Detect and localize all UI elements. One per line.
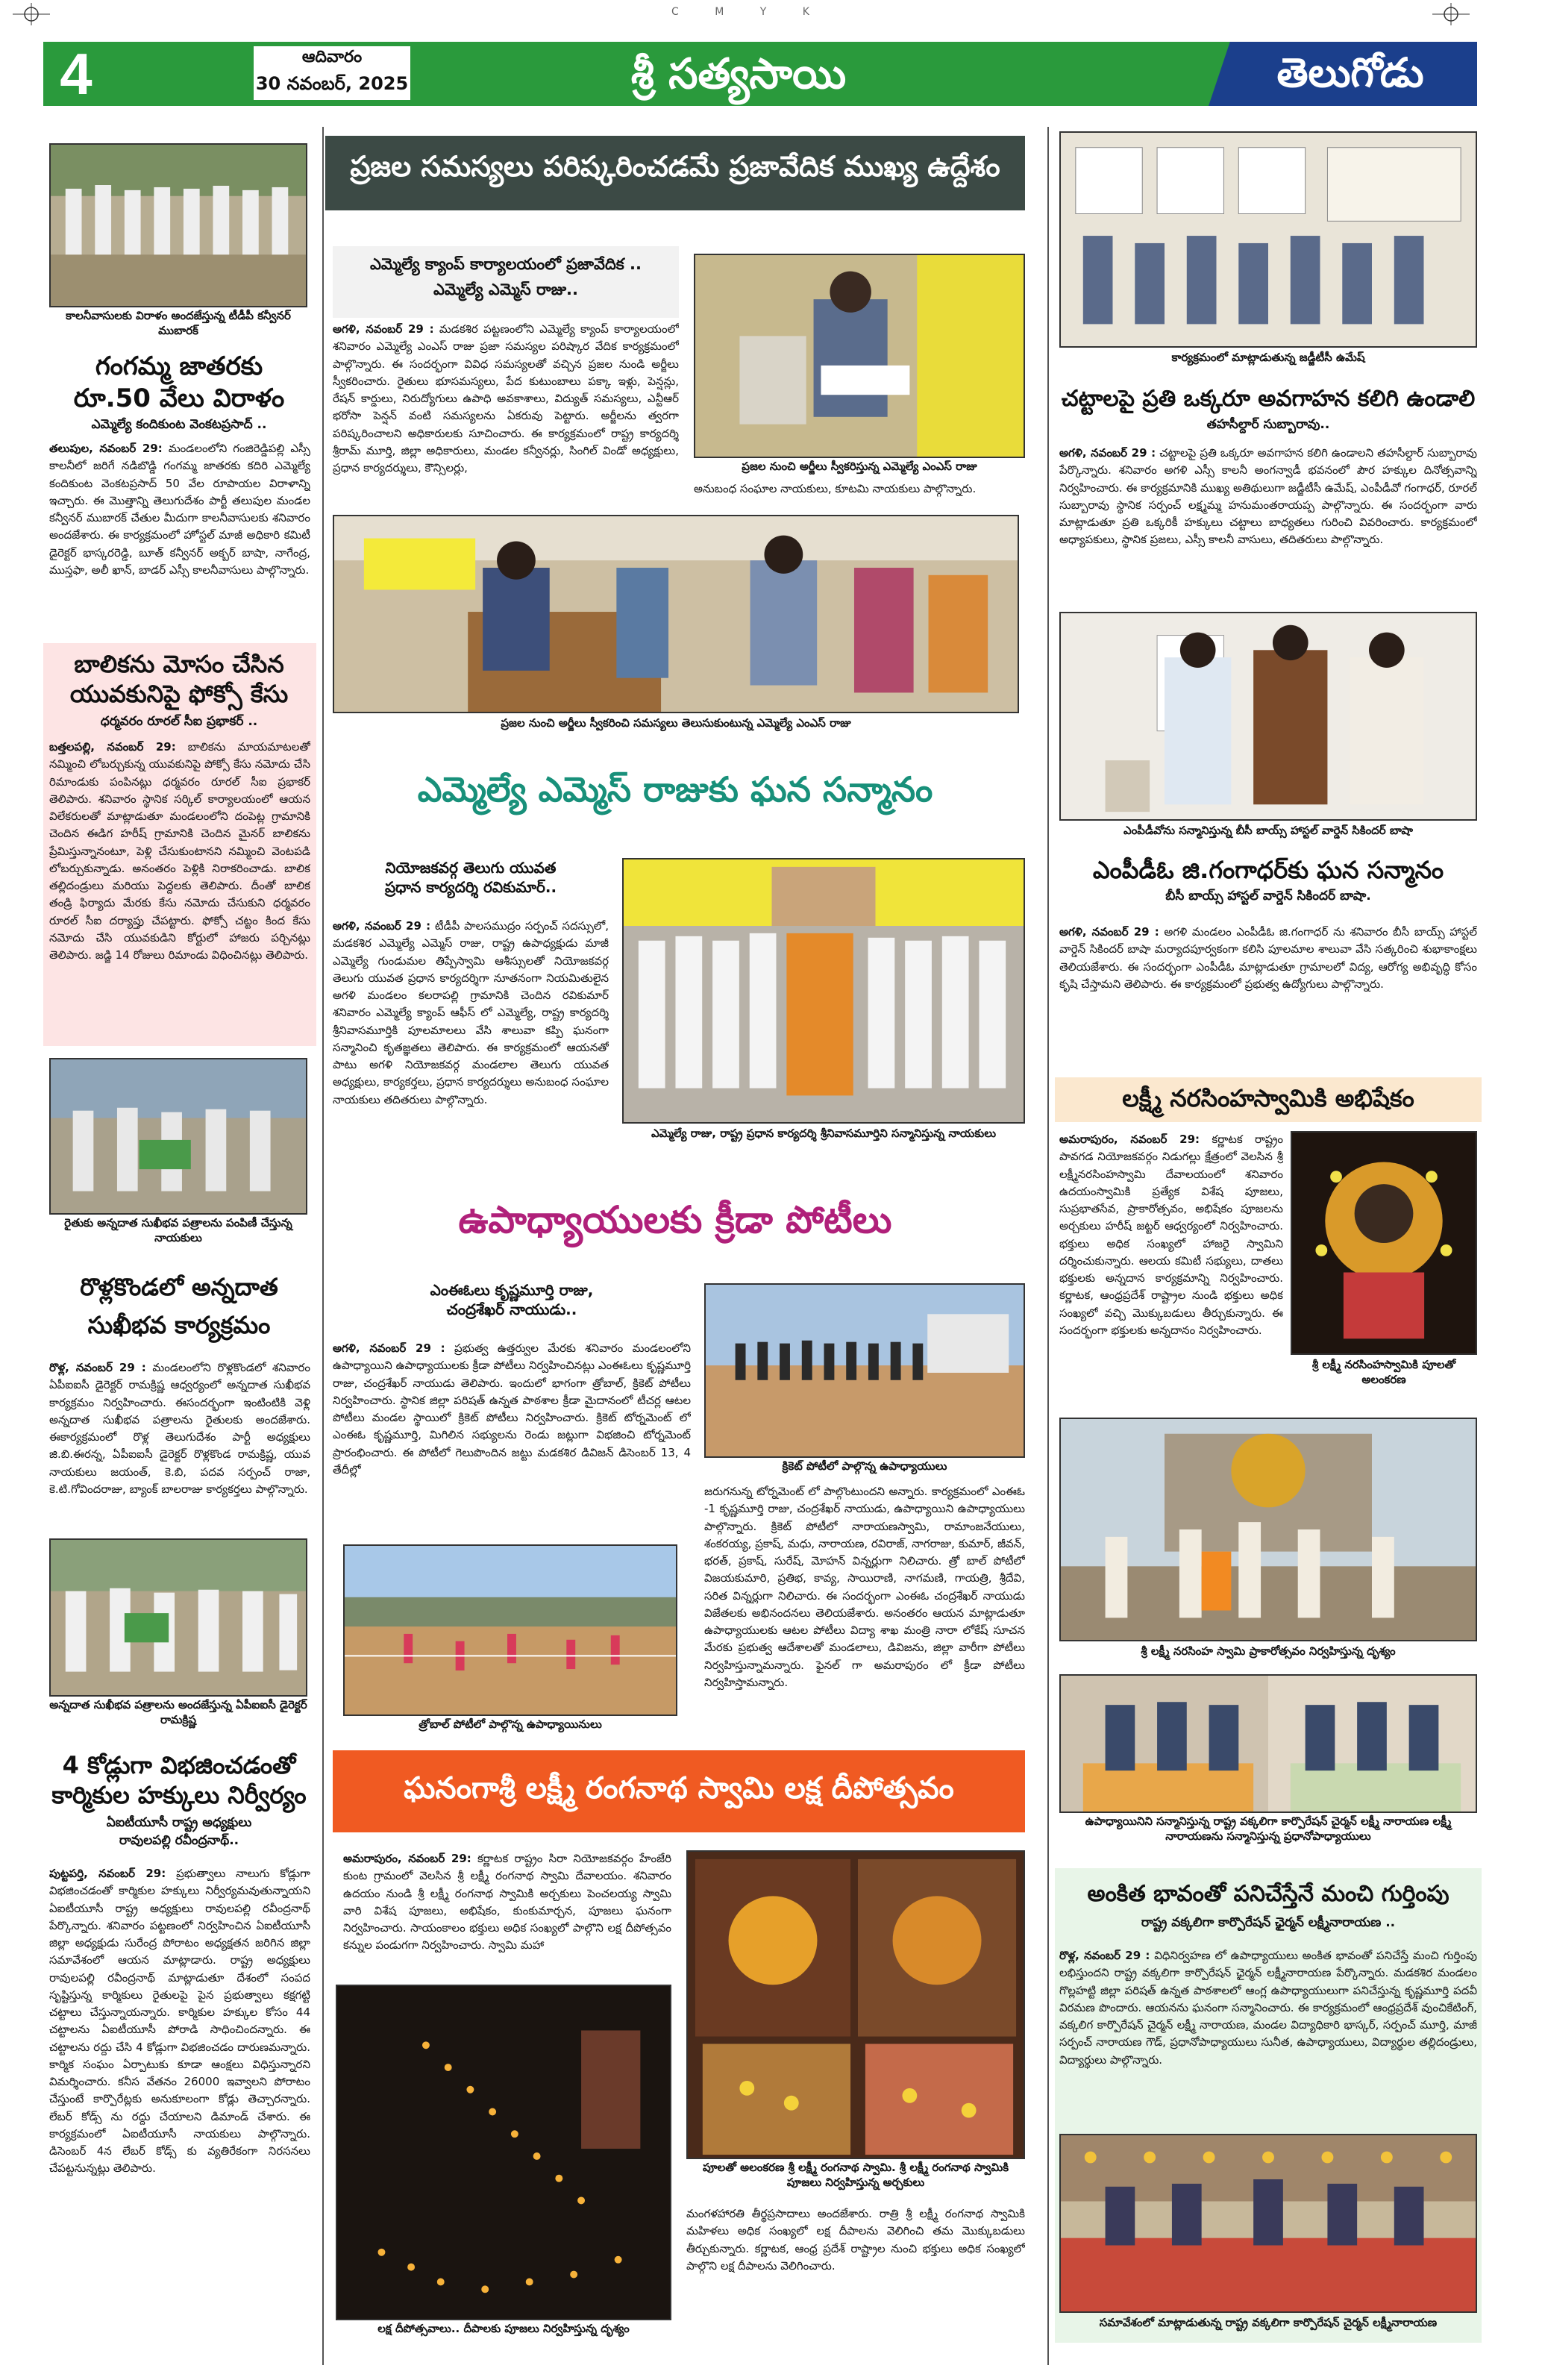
center-story1-caption1: ప్రజల నుంచి అర్జీలు స్వీకరిస్తున్న ఎమ్మెల్యే ఎంఎస్ రాజు: [742, 460, 977, 473]
column-rule: [1047, 127, 1049, 2365]
article-text: మండలంలోని రొళ్లకొండలో శనివారం ఏపీఐఐసీ డైరెక్టర్ రామక్రిష్ణ ఆధ్వర్యంలో అన్నదాత సుఖీభవ కార్యక్రమం నిర్వహించారు. ఈసందర్భంగా ఇంటింటికి వెళ్లి అన్నదాత సుఖీభవ పత్రాలను రైతులకు అందజేశారు. ఈకార్యక్రమంలో రొళ్ల తెలుగుదేశం పార్టీ అధ్యక్షులు జి.బి.ఈరన్న, ఏపీఐఐసీ డైరెక్టర్ రొళ్లకొండ రామక్రిష్ణ, యువ నాయకులు జయంత్, కె.బి, పదవ సర్పంచ్ రాజా, కె.టి.గోవిందరాజు, బ్యాంక్ బాలరాజు కార్యకర్తలు పాల్గొన్నారు.: [49, 1361, 310, 1496]
col1-story4-byline2: రావులపల్లి రవీంద్రనాథ్..: [119, 1833, 239, 1848]
article-text: కర్ణాటక రాష్ట్రం పావగడ నియోజకవర్గం నిడుగల్లు క్షేత్రంలో వెలసిన శ్రీ లక్ష్మీనరసింహస్వామి దేవాలయంలో శనివారం ఉదయంస్వామికి ప్రత్యేక విశేష పూజలు, సుప్రభాతసేవ, ప్రాకారోత్సవం, అభిషేకం పూజలను అర్చకులు హరీష్ జట్టర్ ఆధ్వర్యంలో నిర్వహించారు. భక్తులు అధిక సంఖ్యలో హాజరై స్వామిని దర్శించుకున్నారు. ఆలయ కమిటీ సభ్యులు, దాతలు భక్తులకు అన్నదాన కార్యక్రమాన్ని నిర్వహించారు. కర్ణాటక, ఆంధ్రప్రదేశ్ రాష్ట్రాల నుండి భక్తులు అధిక సంఖ్యలో వచ్చి మొక్కుబడులు తీర్చుకున్నారు. ఈ సందర్భంగా భక్తులకు అన్నదానం నిర్వహించారు.: [1059, 1133, 1283, 1337]
right-story4-byline: రాష్ట్ర వక్కలిగా కార్పొరేషన్ ఛైర్మన్ లక్ష్మీనారాయణ ..: [1141, 1915, 1396, 1930]
right-story1-caption: కార్యక్రమంలో మాట్లాడుతున్న జడ్జీటీసీ ఉమేష్: [1171, 351, 1365, 364]
dateline: అగళి, నవంబర్ 29 :: [1059, 446, 1156, 460]
col1-story4-headline: [45, 1750, 313, 1810]
dateline: అగళి, నవంబర్ 29 :: [1059, 925, 1159, 939]
article-text: ప్రభుత్వ ఉత్తర్వుల మేరకు శనివారం మండలంలోని ఉపాధ్యాయిని ఉపాధ్యాయులకు క్రీడా పోటీలు నిర్వహించినట్లు ఎంఈఓలు కృష్ణమూర్తి రాజు, చంద్రశేఖర్ నాయుడు తెలిపారు. ఇందులో భాగంగా త్రోబాల్, క్రికెట్ పోటీలు నిర్వహించారు. స్థానిక జిల్లా పరిషత్ ఉన్నత పాఠశాల క్రీడా మైదానంలో టీచర్ల ఆటల పోటీలు మండల స్థాయిలో క్రికెట్ పోటీలు నిర్వహించారు. క్రికెట్ టోర్నమెంట్ లో ఎంఈఓ కృష్ణమూర్తి, మిగిలిన సభ్యులను రెండు జట్లుగా విభజించి టోర్నమెంట్ ప్రారంభించారు. ఈ పోటీలో గెలుపొందిన జట్టు మడకశిర డివిజన్ డిసెంబర్ 13, 4 తేదీల్లో: [333, 1341, 691, 1476]
col1-story1-body: [49, 440, 310, 642]
col1-story2-byline: ధర్మవరం రూరల్ సీఐ ప్రభాకర్ ..: [100, 714, 258, 729]
dateline: రొళ్ల, నవంబర్ 29 :: [1059, 1949, 1150, 1962]
center-story2-subhead: [333, 858, 609, 897]
right-story1-photo: [1059, 131, 1477, 348]
col1-story3-body: [49, 1359, 310, 1523]
registration-mark-left: [9, 3, 54, 25]
col1-story2-body: [49, 739, 310, 1037]
subhead-line: ప్రధాన కార్యదర్శి రవికుమార్..: [384, 878, 557, 896]
article-text: అగళి మండలం ఎంపీడీఓ జి.గంగాధర్ ను శనివారం బీసీ బాయ్స్ హాస్టల్ వార్డెన్ సికిందర్ బాషా మర్యాదపూర్వకంగా కలిసి పూలమాల శాలువా వేసి సత్కరించి శుభాకాంక్షలు తెలియజేశారు. ఈ సందర్భంగా ఎంపీడీఓ మాట్లాడుతూ గ్రామాలలో విద్య, ఆరోగ్య అభివృద్ధి కోసం కృషి చేస్తామని తెలిపారు. ఈ కార్యక్రమంలో ప్రభుత్వ ఉద్యోగులు పాల్గొన్నారు.: [1059, 925, 1477, 991]
dateline: తలుపుల, నవంబర్ 29:: [49, 442, 163, 455]
registration-mark-right: [1429, 3, 1473, 25]
center-story2-photo: [622, 858, 1025, 1124]
right-story3-photo2: [1059, 1418, 1477, 1641]
center-story1-photo2: [333, 515, 1019, 713]
center-story2-body: [333, 918, 609, 1186]
col1-story3-caption1: రైతుకు అన్నదాత సుఖీభవ పత్రాలను పంపిణీ చేస్తున్న నాయకులు: [64, 1216, 292, 1244]
right-story3-photo1: [1291, 1131, 1477, 1355]
center-story4-photo1: [336, 1985, 671, 2320]
right-story2-photo: [1059, 612, 1477, 821]
dateline: పుట్టపర్తి, నవంబర్ 29:: [49, 1867, 166, 1880]
article-text: కర్ణాటక రాష్ట్రం సిరా నియోజకవర్గం హేంజేరి కుంట గ్రామంలో వెలసిన శ్రీ లక్ష్మీ రంగనాథ స్వామి దేవాలయం. శనివారం ఉదయం నుండి శ్రీ లక్ష్మీ రంగనాథ స్వామికి అర్చకులు పెంచలయ్య స్వామి వారి విశేష పూజలు, అభిషేకం, కుంకుమార్చన, పూజలు ఘనంగా నిర్వహించారు. సాయంకాలం భక్తులు అధిక సంఖ్యలో పాల్గొని లక్ష దీపోత్సవం కన్నుల పండుగగా నిర్వహించారు. స్వామి మహా: [343, 1852, 671, 1952]
right-story1-byline: తహసీల్దార్ సుబ్బారావు..: [1206, 417, 1330, 432]
col1-story3-photo1: [49, 1058, 307, 1215]
headline-line: గంగమ్మ జాతరకు: [95, 351, 263, 381]
article-text: మండలంలోని గంజిరెడ్డిపల్లి ఎస్సీ కాలనీలో జరిగే నడిబొడ్డి గంగమ్మ జాతరకు కదిరి ఎమ్మెల్యే కందికుంట వెంకటప్రసాద్ 50 వేల రూపాయల విరాళాన్ని ఇచ్చారు. ఈ మొత్తాన్ని తెలుగుదేశం పార్టీ తలుపుల మండల కన్వీనర్ ముబారక్ చేతుల మీదుగా కాలనీవాసులకు శనివారం అందజేశారు. ఈ కార్యక్రమంలో హోస్టల్ మాజీ అధికారి కమిటీ డైరెక్టర్ భాస్కరరెడ్డి, బూత్ కన్వీనర్ అక్బర్ బాషా, నాగేంద్ర, ముస్తఫా, అలీ ఖాన్, బాడర్ ఎస్సీ కాలనీవాసులు పాల్గొన్నారు.: [49, 442, 310, 577]
right-story4-caption: సమావేశంలో మాట్లాడుతున్న రాష్ట్ర వక్కలిగా కార్పొరేషన్ చైర్మన్ లక్ష్మీనారాయణ: [1099, 2316, 1438, 2329]
center-story4-photo2: [686, 1850, 1025, 2159]
headline-line: రొళ్లకొండలో అన్నదాత: [80, 1273, 278, 1301]
center-banner2: ఎమ్మెల్యే ఎమ్మెస్ రాజుకు ఘన సన్మానం: [417, 769, 933, 809]
dateline: అగళి, నవంబర్ 29 :: [333, 919, 431, 933]
center-story3-photo1: [704, 1283, 1025, 1458]
dateline: అమరాపురం, నవంబర్ 29:: [343, 1852, 471, 1865]
subhead-line: ఎమ్మెల్యే క్యాంప్ కార్యాలయంలో ప్రజావేదిక ..: [370, 255, 642, 273]
center-story2-caption: ఎమ్మెల్యే రాజు, రాష్ట్ర ప్రధాన కార్యదర్శి శ్రీనివాసమూర్తిని సన్మానిస్తున్న నాయకులు: [651, 1127, 997, 1140]
center-story3-photo2: [343, 1544, 677, 1716]
center-banner1: ప్రజల సమస్యలు పరిష్కరించడమే ప్రజావేదిక ముఖ్య ఉద్దేశం: [350, 150, 1000, 183]
center-story4-caption2: పూలతో అలంకరణ శ్రీ లక్ష్మీ రంగనాథ స్వామి. శ్రీ లక్ష్మీ రంగనాథ స్వామికి పూజలు నిర్వహిస్తున్న అర్చకులు: [702, 2161, 1009, 2189]
dateline: అగళి, నవంబర్ 29 :: [333, 1341, 445, 1355]
center-story3-body-right: జరుగనున్న టోర్నమెంట్ లో పాల్గొంటుందని అన్నారు. కార్యక్రమంలో ఎంఈఓ -1 కృష్ణమూర్తి రాజు, చంద్రశేఖర్ నాయుడు, ఉపాధ్యాయిని ఉపాధ్యాయులు పాల్గొన్నారు. క్రికెట్ పోటీలో నారాయణస్వామి, రామాంజనేయులు, శంకరయ్య, ప్రకాష్, మధు, నారాయణ, రవిరాజ్, నాగరాజు, కుమార్, జీవన్, భరత్, ప్రకాష్, సురేష్, మోహన్ విన్నర్లుగా నిలిచారు. త్రో బాల్ పోటీలో విజయకుమారి, ప్రతిభ, కావ్య, సాయిరాణి, నాగమణి, గాయత్రి, శ్రీదేవి, సరిత విన్నర్లుగా నిలిచారు. ఈ సందర్భంగా ఎంఈఓ చంద్రశేఖర్ నాయుడు విజేతలకు అభినందనలు తెలియజేశారు. అనంతరం ఆయన మాట్లాడుతూ ఉపాధ్యాయులకు ఆటల పోటీలు విద్యా శాఖ మంత్రి నారా లోకేష్ సూచన మేరకు ప్రభుత్వ ఆదేశాలతో మండలాలు, డివిజను, జిల్లా వారీగా పోటీలు నిర్వహిస్తున్నామన్నారు. ఫైనల్ గా అమరాపురం లో క్రీడా పోటీలు నిర్వహిస్తామన్నారు.: [704, 1485, 1025, 1689]
right-story4-headline: అంకిత భావంతో పనిచేస్తేనే మంచి గుర్తింపు: [1087, 1881, 1449, 1907]
cmyk-marks: C M Y K: [671, 6, 826, 18]
right-story2-body: [1059, 924, 1477, 1058]
center-story4-body-right: మంగళహారతి తీర్థప్రసాదాలు అందజేశారు. రాత్రి శ్రీ లక్ష్మీ రంగనాథ స్వామికి మహిళలు అధిక సంఖ్యలో లక్ష దీపాలను వెలిగించి తమ మొక్కుబడులు తీర్చుకున్నారు. కర్ణాటక, ఆంధ్ర ప్రదేశ్ రాష్ట్రాల నుంచి భక్తులు అధిక సంఖ్యలో పాల్గొని లక్ష దీపాలను వెలిగించారు.: [686, 2207, 1025, 2273]
dateline: అగళి, నవంబర్ 29 :: [333, 322, 434, 336]
headline-line: బాలికను మోసం చేసిన: [74, 650, 284, 678]
right-story3-body: [1059, 1131, 1283, 1415]
center-story3-caption2: త్రోబాల్ పోటీలో పాల్గొన్న ఉపాధ్యాయినులు: [419, 1717, 602, 1731]
subhead-line: చంద్రశేఖర్ నాయుడు..: [446, 1300, 577, 1318]
article-text: బాలికను మాయమాటలతో నమ్మించి లోబర్చుకున్న యువకునిపై పోక్సో కేసు నమోదు చేసి రిమాండుకు పంపినట్లు ధర్మవరం రూరల్ సీఐ ప్రభాకర్ తెలిపారు. శనివారం స్థానిక సర్కిల్ కార్యాలయంలో ఆయన విలేకరులతో మాట్లాడుతూ మండలంలోని దంపెట్ల గ్రామానికి చెందిన ఈడిగ హరీష్ గ్రామానికి చెందిన మైనర్ బాలికను ప్రేమిస్తున్నానంటూ, పెళ్లి చేసుకుంటానని నమ్మించి వెంటపడి లోబర్చుకున్నాడు. అనంతరం పెళ్లికి నిరాకరించాడు. బాలిక తల్లిదండ్రులు మరియు పెద్దలకు తెలిపారు. దీంతో బాలిక తండ్రి ఫిర్యాదు మేరకు కేసు నమోదు చేసుకుని ధర్మవరం రూరల్ సీఐ దర్యాప్తు చేపట్టారు. ఫోక్సో చట్టం కింద కేసు నమోదు చేసి యువకుడిని కోర్టులో హాజరు పర్చినట్లు తెలిపారు. జడ్జి 14 రోజులు రిమాండు విధించినట్లు తెలిపారు.: [49, 740, 310, 962]
masthead-day: ఆదివారం: [301, 48, 363, 66]
right-story3-headline: లక్ష్మీ నరసింహస్వామికి అభిషేకం: [1122, 1084, 1414, 1112]
col1-story4-byline1: ఏఐటీయూసీ రాష్ట్ర అధ్యక్షులు: [106, 1815, 252, 1830]
dateline: అమరాపురం, నవంబర్ 29:: [1059, 1133, 1200, 1146]
col1-story2-headline: [45, 649, 313, 709]
right-story1-headline: చట్టాలపై ప్రతి ఒక్కరూ అవగాహన కలిగి ఉండాలి: [1061, 386, 1476, 412]
right-story2-caption: ఎంపీడీవోను సన్మానిస్తున్న బీసీ బాయ్స్ హాస్టల్ వార్డెన్ సికిందర్ బాషా: [1123, 824, 1413, 837]
right-story3-caption3: ఉపాధ్యాయినిని సన్మానిస్తున్న రాష్ట్ర వక్కలిగా కార్పొరేషన్ చైర్మన్ లక్ష్మీ నారాయణ లక్ష్మీ నారాయణను సన్మానిస్తున్న ప్రధానోపాధ్యాయులు: [1085, 1814, 1452, 1843]
center-story4-body: [343, 1850, 671, 1970]
right-story3-caption2: శ్రీ లక్ష్మీ నరసింహ స్వామి ప్రాకారోత్సవం నిర్వహిస్తున్న దృశ్యం: [1141, 1644, 1396, 1658]
col1-story3-caption2: అన్నదాత సుఖీభవ పత్రాలను అందజేస్తున్న ఏపీఐఐసీ డైరెక్టర్ రామక్రిష్ణ: [49, 1698, 307, 1726]
masthead-date: 30 నవంబర్, 2025: [255, 73, 409, 94]
col1-story1-caption: కాలనీవాసులకు విరాళం అందజేస్తున్న టీడీపీ కన్వీనర్ ముబారక్: [66, 309, 291, 337]
right-story3-caption1: శ్రీ లక్ష్మీ నరసింహస్వామికి పూలతో అలంకరణ: [1311, 1358, 1456, 1386]
center-banner3: ఉపాధ్యాయులకు క్రీడా పోటీలు: [458, 1198, 892, 1241]
article-text: చట్టాలపై ప్రతి ఒక్కరూ అవగాహన కలిగి ఉండాలని తహసీల్దార్ సుబ్బారావు పేర్కొన్నారు. శనివారం అగళి ఎస్సీ కాలనీ అంగన్వాడీ భవనంలో పౌర హక్కుల దినోత్సవాన్ని నిర్వహించారు. ఈ కార్యక్రమానికి ముఖ్య అతిథులుగా జడ్జీటీసీ ఉమేష్, ఎంపీడీవో గంగాధర్, రూరల్ సుబ్బారావు స్థానిక సర్పంచ్ లక్ష్మమ్మ హనుమంతరాయప్ప పాల్గొన్నారు. ఈ సందర్భంగా వారు మాట్లాడుతూ ప్రతి ఒక్కరికీ హక్కులు చట్టాలు బాధ్యతలు గురించి వివరించారు. కార్యక్రమంలో అధ్యాపకులు, స్థానిక ప్రజలు, ఎస్సీ కాలనీ వాసులు, తదితరులు పాల్గొన్నారు.: [1059, 446, 1477, 547]
headline-line: సుఖీభవ కార్యక్రమం: [87, 1311, 271, 1340]
center-banner4: ఘనంగాశ్రీ లక్ష్మీ రంగనాథ స్వామి లక్ష దీపోత్సవం: [404, 1771, 954, 1806]
center-story1-caption2: ప్రజల నుంచి అర్జీలు స్వీకరించి సమస్యలు తెలుసుకుంటున్న ఎమ్మెల్యే ఎంఎస్ రాజు: [501, 716, 851, 730]
page-number: 4: [60, 41, 93, 107]
dateline: బత్తలపల్లి, నవంబర్ 29:: [49, 740, 176, 754]
article-text: టీడీపీ పాలసముద్రం సర్పంచ్ సదస్సులో, మడకశిర ఎమ్మెల్యే ఎమ్మెస్ రాజు, రాష్ట్ర ఉపాధ్యక్షుడు మాజీ ఎమ్మెల్యే గుండుమల తిప్పేస్వామి ఆశీస్సులతో నియోజకవర్గ తెలుగు యువత ప్రధాన కార్యదర్శిగా నూతనంగా నియమితులైన అగళి మండలం కలరాపల్లి గ్రామానికి చెందిన రవికుమార్ శనివారం ఎమ్మెల్యే క్యాంప్ ఆఫీస్ లో ఎమ్మెల్యే, రాష్ట్ర కార్యదర్శి శ్రీనివాసమూర్తికి పూలమాలలు వేసి శాలువా కప్పి ఘనంగా సన్మానించి కృతజ్ఞతలు తెలిపారు. ఈ కార్యక్రమంలో ఆయనతో పాటు అగళి నియోజకవర్గ మండలాల తెలుగు యువత అధ్యక్షులు, కార్యకర్తలు, ప్రధాన కార్యదర్శులు అనుబంధ సంఘాల నాయకులు తదితరులు పాల్గొన్నారు.: [333, 919, 609, 1106]
right-story2-byline: బీసీ బాయ్స్ హాస్టల్ వార్డెన్ సికిందర్ బాషా.: [1165, 889, 1371, 904]
center-story3-subhead: [333, 1280, 691, 1319]
center-story3-caption1: క్రికెట్ పోటీలో పాల్గొన్న ఉపాధ్యాయులు: [782, 1459, 947, 1473]
headline-line: కార్మికుల హక్కులు నిర్వీర్యం: [51, 1781, 307, 1809]
subhead-line: ఎమ్మెల్యే ఎమ్మెస్ రాజు..: [433, 280, 578, 298]
col1-story3-headline: [45, 1268, 313, 1344]
center-story1-subhead: [333, 252, 679, 302]
col1-story1-byline: ఎమ్మెల్యే కందికుంట వెంకటప్రసాద్ ..: [91, 417, 267, 432]
headline-line: 4 కోడ్లుగా విభజించడంతో: [62, 1751, 296, 1779]
center-story1-body-tail: అనుబంధ సంఘాల నాయకులు, కూటమి నాయకులు పాల్గొన్నారు.: [694, 482, 977, 495]
center-story3-body: [333, 1340, 691, 1519]
center-story4-caption1: లక్ష దీపోత్సవాలు.. దీపాలకు పూజలు నిర్వహిస్తున్న దృశ్యం: [377, 2322, 630, 2335]
right-story2-headline: ఎంపీడీఓ జి.గంగాధర్‌కు ఘన సన్మానం: [1092, 856, 1444, 884]
subhead-line: నియోజకవర్గ తెలుగు యువత: [385, 859, 557, 877]
right-story4-photo: [1059, 2134, 1477, 2313]
col1-story1-photo: [49, 143, 307, 307]
col1-story4-body: [49, 1865, 310, 2358]
article-text: విధినిర్వహణ లో ఉపాధ్యాయులు అంకిత భావంతో పనిచేస్తే మంచి గుర్తింపు లభిస్తుందని రాష్ట్ర వక్కలిగా కార్పొరేషన్ ఛైర్మన్ లక్ష్మీనారాయణ పేర్కొన్నారు. మడకశిర మండలం గొల్లహట్టి జిల్లా పరిషత్ ఉన్నత పాఠశాలలో ఆంగ్ల ఉపాధ్యాయులుగా పనిచేస్తున్న కృష్ణమూర్తి పదవీ విరమణ పొందారు. ఆయనను ఘనంగా సన్మానించారు. ఈ కార్యక్రమంలో ఆంధ్రప్రదేశ్ వుంచికేటింగ్, వక్కలిగ కార్పొరేషన్ చైర్మన్ లక్ష్మీ నారాయణ, మండల విద్యాధికారి భాస్కర్, సర్పంచ్ మూర్తి, మాజీ సర్పంచ్ నారాయణ గౌడ్, ప్రధానోపాధ్యాయులు సునీత, ఉపాధ్యాయులు, విద్యార్థుల తల్లిదండ్రులు, విద్యార్థులు పాల్గొన్నారు.: [1059, 1949, 1477, 2067]
article-text: మడకశిర పట్టణంలోని ఎమ్మెల్యే క్యాంప్ కార్యాలయంలో శనివారం ఎమ్మెల్యే ఎంఎస్ రాజు ప్రజా సమస్యల పరిష్కార వేదిక కార్యక్రమంలో పాల్గొన్నారు. ఈ సందర్భంగా వివిధ సమస్యలతో వచ్చిన ప్రజల నుండి అర్జీలు స్వీకరించారు. రైతులు భూసమస్యలు, పేద కుటుంబాలు పక్కా ఇళ్లు, పెన్షన్లు, రేషన్ కార్డులు, నిరుద్యోగులు ఉపాధి అవకాశాలు, విద్యుత్ సమస్యలు, ఎన్టీఆర్ భరోసా పెన్షన్ వంటి సమస్యలను ఏకరువు పెట్టారు. అర్జీలను త్వరగా పరిష్కరించాలని అధికారులకు సూచించారు. ఈ కార్యక్రమంలో రాష్ట్ర కార్యదర్శి శ్రీరామ్ మూర్తి, జిల్లా అధికారులు, మండల కన్వీనర్లు, సింగిల్ విండో అధ్యక్షులు, ప్రధాన కార్యదర్శులు, కౌన్సిలర్లు,: [333, 322, 679, 475]
headline-line: రూ.50 వేలు విరాళం: [73, 383, 285, 413]
center-story1-photo1: [694, 254, 1025, 458]
col1-story3-photo2: [49, 1538, 307, 1697]
column-rule: [322, 127, 324, 2365]
right-story4-body: [1059, 1947, 1477, 2126]
paper-logo: తెలుగోడు: [1276, 49, 1424, 96]
district-name: శ్రీ సత్యసాయి: [630, 50, 847, 98]
dateline: రొళ్ల, నవంబర్ 29 :: [49, 1361, 146, 1374]
right-story3-photo3: [1059, 1674, 1477, 1813]
col1-story1-headline: [45, 351, 313, 414]
center-story1-body: [333, 321, 679, 492]
headline-line: యువకునిపై ఫోక్సో కేసు: [69, 680, 289, 708]
right-story1-body: [1059, 445, 1477, 594]
subhead-line: ఎంఈఓలు కృష్ణమూర్తి రాజు,: [430, 1281, 594, 1299]
article-text: ప్రభుత్వాలు నాలుగు కోడ్లుగా విభజించడంతో కార్మికుల హక్కులు నిర్వీర్యమవుతున్నాయని ఏఐటీయూసీ రాష్ట్ర అధ్యక్షులు రావులపల్లి రవీంద్రనాథ్ పేర్కొన్నారు. శనివారం పట్టణంలో నిర్వహించిన ఏఐటీయూసీ జిల్లా అధ్యక్షుడు సురేంద్ర పోరాటం అధ్యక్షతన జరిగిన జిల్లా సమావేశంలో ఆయన మాట్లాడారు. రాష్ట్ర అధ్యక్షులు రావులపల్లి రవీంద్రనాథ్ మాట్లాడుతూ దేశంలో సంపద సృష్టిస్తున్న కార్మికులు రైతులపై పైన ప్రభుత్వాలు కక్షగట్టి చట్టాలు చేస్తున్నాయన్నారు. కార్మికుల హక్కుల కోసం 44 చట్టాలను ఏఐటీయూసీ పోరాడి సాధించిందన్నారు. ఈ చట్టాలను రద్దు చేసి 4 కోడ్లుగా విభజించడం దారుణమన్నారు. కార్మిక సంఘం ఏర్పాటుకు కూడా ఆంక్షలు విధిస్తున్నారని విమర్శించారు. కనీస వేతనం 26000 ఇవ్వాలని పోరాటం చేస్తుంటే కార్పొరేట్లకు అనుకూలంగా కోడ్లు తెచ్చారన్నారు. లేబర్ కోడ్స్ ను రద్దు చేయాలని డిమాండ్ చేశారు. ఈ కార్యక్రమంలో ఏఐటీయూసీ నాయకులు పాల్గొన్నారు. డిసెంబర్ 4న లేబర్ కోడ్స్ కు వ్యతిరేకంగా నిరసనలు చేపట్టనున్నట్లు తెలిపారు.: [49, 1867, 310, 2176]
